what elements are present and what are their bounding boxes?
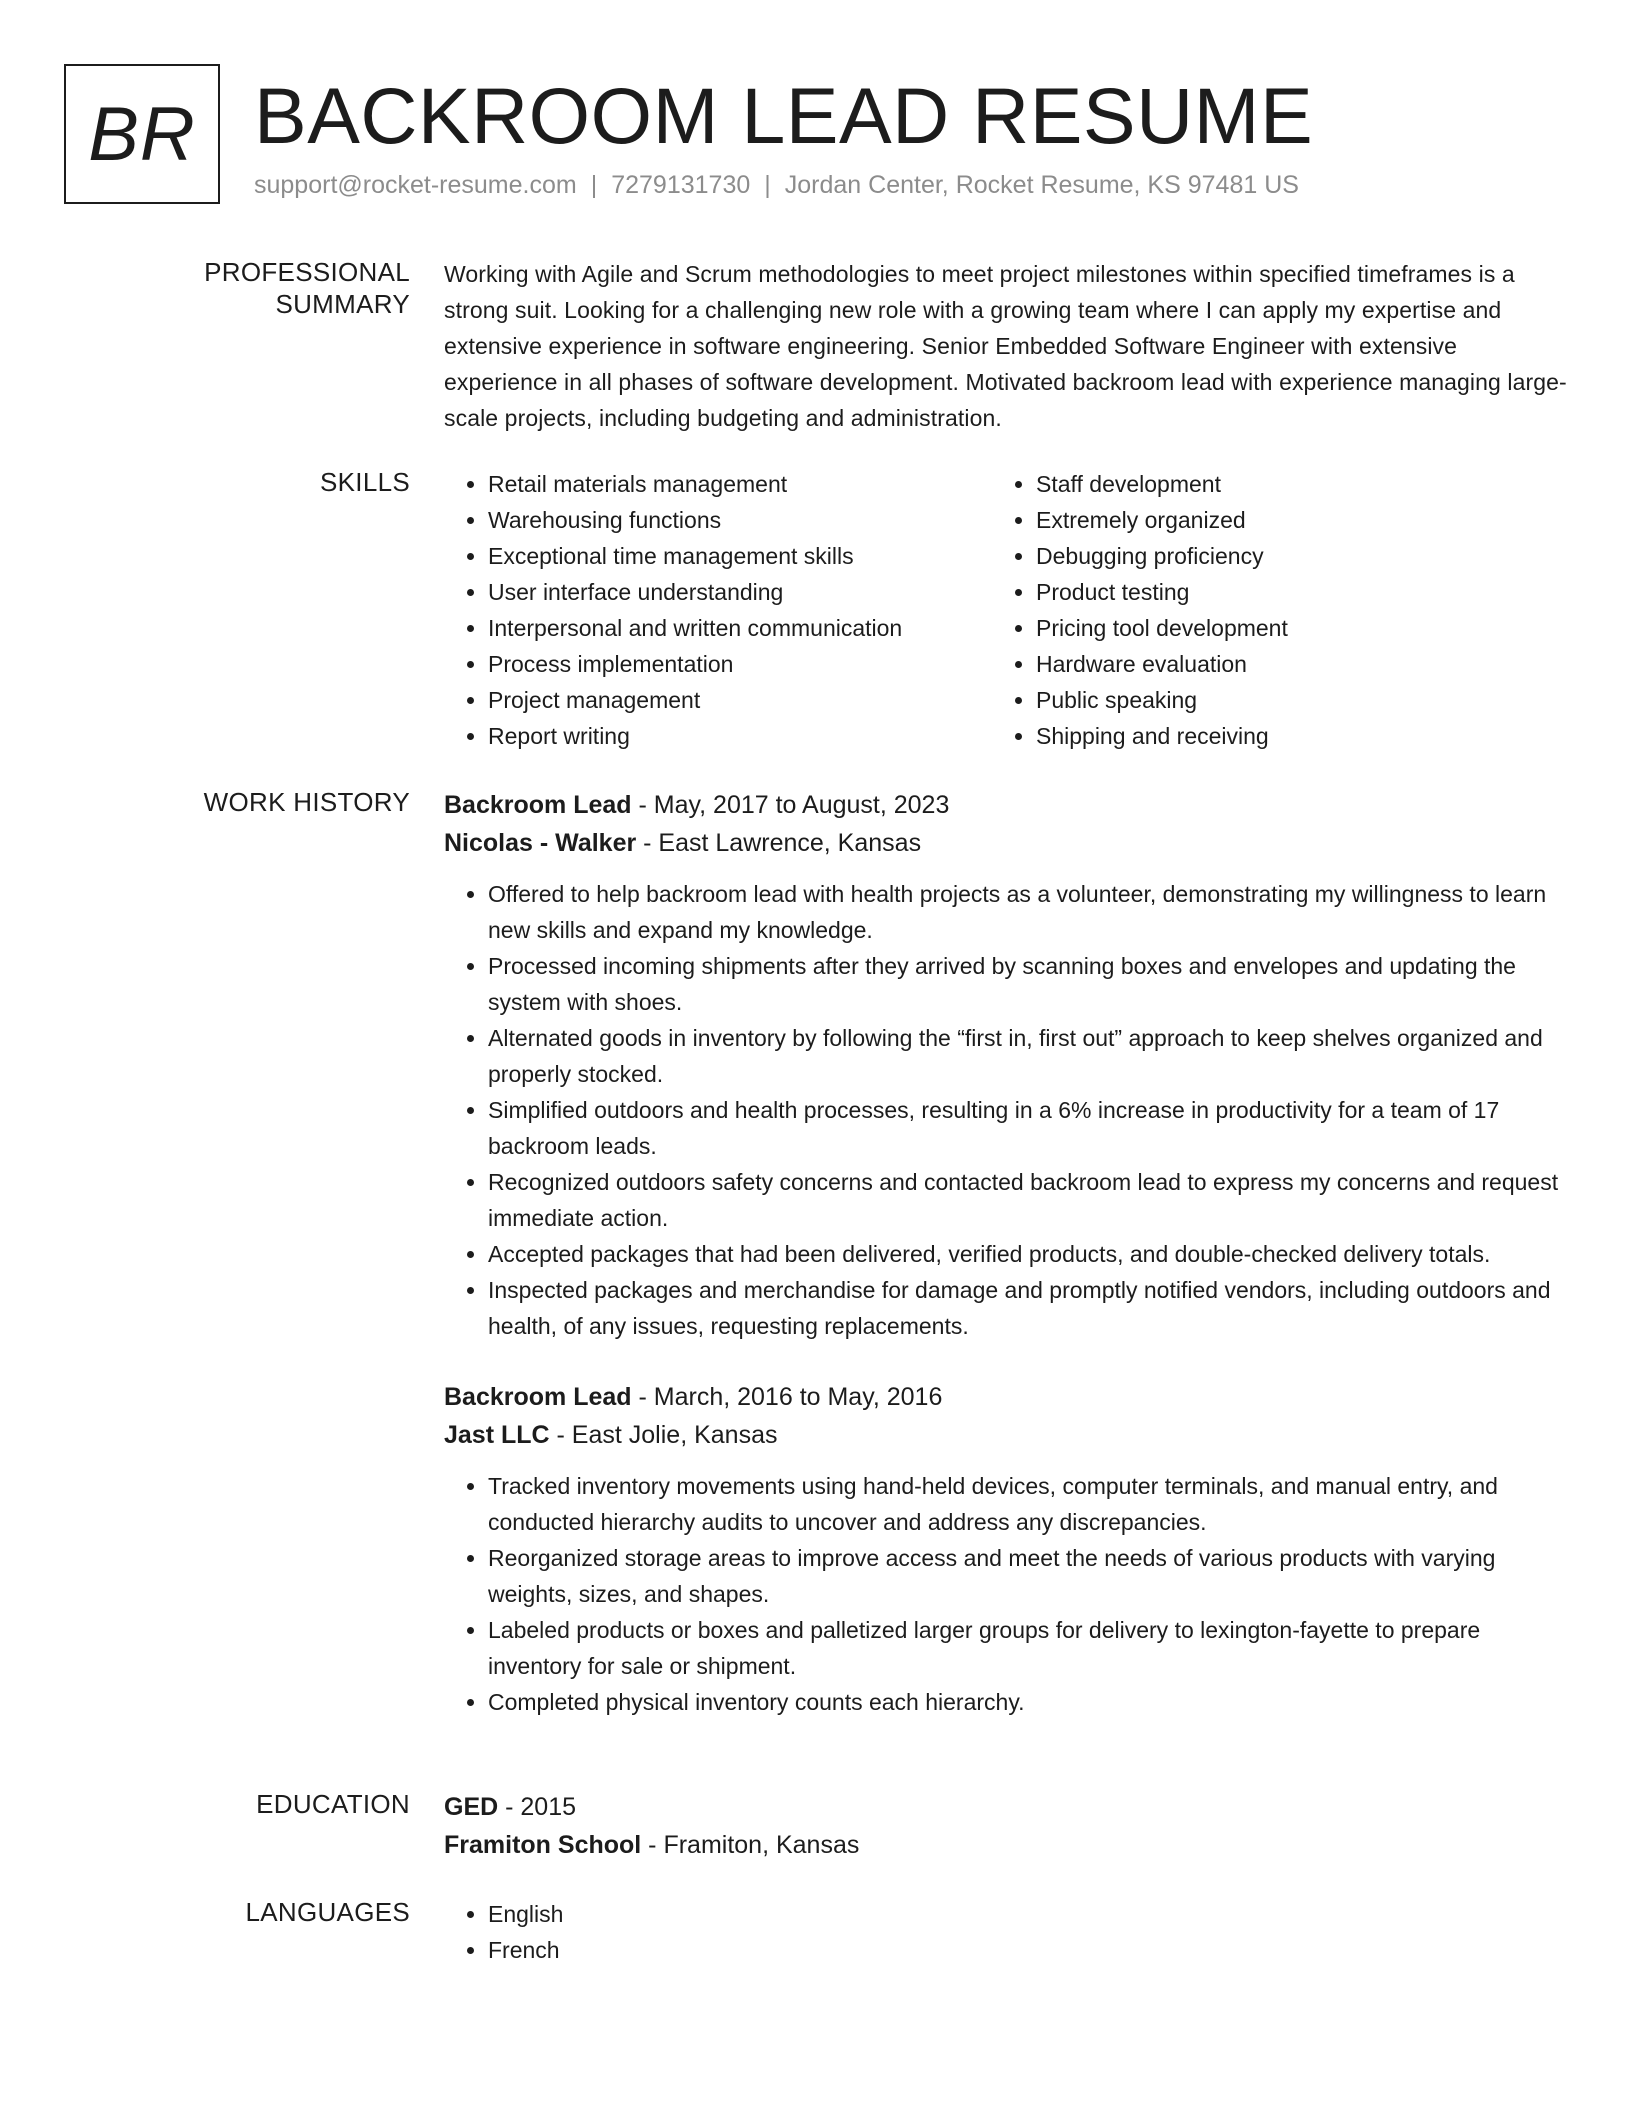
- monogram-badge: BR: [64, 64, 220, 204]
- contact-separator: |: [590, 171, 598, 199]
- skills-list-left: [444, 466, 992, 754]
- skills-list-right: [992, 466, 1540, 754]
- contact-phone[interactable]: 7279131730: [611, 171, 751, 199]
- language-item: • English: [488, 1896, 1568, 1932]
- work-history-body: [444, 786, 1568, 1720]
- job-location: - East Jolie, Kansas: [549, 1421, 778, 1449]
- language-item: • French: [488, 1932, 1568, 1968]
- section-label-work-history: WORK HISTORY: [203, 787, 410, 817]
- education-school-line: [444, 1826, 1568, 1864]
- job-company: Nicolas - Walker: [444, 829, 637, 857]
- job-bullet: • Completed physical inventory counts each hierarchy.: [488, 1684, 1568, 1720]
- job-title-line: [444, 786, 1568, 824]
- resume-header: [64, 64, 1568, 214]
- languages-body: [444, 1896, 1568, 1968]
- education-degree-line: [444, 1788, 1568, 1826]
- contact-address: Jordan Center, Rocket Resume, KS 97481 US: [784, 171, 1299, 199]
- education-year: - 2015: [498, 1793, 577, 1821]
- skill-item: • Debugging proficiency: [1036, 538, 1540, 574]
- job-bullet: • Labeled products or boxes and palletized larger groups for delivery to lexington-fayette to prepare inventory for sale or shipment.: [488, 1612, 1568, 1684]
- job-company-line: [444, 824, 1568, 862]
- skill-item: • Process implementation: [488, 646, 992, 682]
- skills-body: [444, 466, 1568, 754]
- section-label-summary: PROFESSIONAL SUMMARY: [204, 257, 410, 319]
- skill-item: • Staff development: [1036, 466, 1540, 502]
- summary-text: Working with Agile and Scrum methodologies to meet project milestones within specified timeframes is a strong suit. Looking for a challenging new role with a growing team where I can apply my expertise and extensive experience in software engineering. Senior Embedded Software Engineer with extensive experience in all phases of software development. Motivated backroom lead with experience managing large-scale projects, including budgeting and administration.: [444, 261, 1567, 431]
- job-title: Backroom Lead: [444, 791, 632, 819]
- section-label-languages: LANGUAGES: [245, 1897, 410, 1927]
- job-dates: - March, 2016 to May, 2016: [631, 1383, 943, 1411]
- skill-item: • Hardware evaluation: [1036, 646, 1540, 682]
- education-degree: GED: [444, 1793, 499, 1821]
- skill-item: • Warehousing functions: [488, 502, 992, 538]
- skill-item: • Extremely organized: [1036, 502, 1540, 538]
- job-title-line: [444, 1378, 1568, 1416]
- job-dates: - May, 2017 to August, 2023: [631, 791, 950, 819]
- job-title: Backroom Lead: [444, 1383, 632, 1411]
- skill-item: • User interface understanding: [488, 574, 992, 610]
- job-bullet-list: [444, 1468, 1568, 1720]
- summary-body: [444, 256, 1568, 436]
- contact-email[interactable]: support@rocket-resume.com: [254, 171, 577, 199]
- education-location: - Framiton, Kansas: [641, 1831, 860, 1859]
- job-location: - East Lawrence, Kansas: [636, 829, 922, 857]
- job-bullet: • Simplified outdoors and health processes, resulting in a 6% increase in productivity for a team of 17 backroom leads.: [488, 1092, 1568, 1164]
- skill-item: • Shipping and receiving: [1036, 718, 1540, 754]
- contact-separator: |: [764, 171, 771, 199]
- contact-line: [254, 170, 1299, 200]
- skill-item: • Retail materials management: [488, 466, 992, 502]
- education-school: Framiton School: [444, 1831, 642, 1859]
- skill-item: • Exceptional time management skills: [488, 538, 992, 574]
- languages-list: [444, 1896, 1568, 1968]
- job-entry: [444, 786, 1568, 1344]
- skill-item: • Report writing: [488, 718, 992, 754]
- job-bullet: • Processed incoming shipments after they arrived by scanning boxes and envelopes and updating the system with shoes.: [488, 948, 1568, 1020]
- section-label-skills: SKILLS: [320, 467, 410, 497]
- job-entry: [444, 1378, 1568, 1720]
- job-bullet-list: [444, 876, 1568, 1344]
- education-body: [444, 1788, 1568, 1864]
- job-bullet: • Accepted packages that had been delivered, verified products, and double-checked delivery totals.: [488, 1236, 1568, 1272]
- job-bullet: • Tracked inventory movements using hand-held devices, computer terminals, and manual entry, and conducted hierarchy audits to uncover and address any discrepancies.: [488, 1468, 1568, 1540]
- job-company: Jast LLC: [444, 1421, 550, 1449]
- skill-item: • Product testing: [1036, 574, 1540, 610]
- job-bullet: • Offered to help backroom lead with health projects as a volunteer, demonstrating my willingness to learn new skills and expand my knowledge.: [488, 876, 1568, 948]
- section-label-education: EDUCATION: [256, 1789, 410, 1819]
- skill-item: • Public speaking: [1036, 682, 1540, 718]
- skill-item: • Interpersonal and written communication: [488, 610, 992, 646]
- skill-item: • Project management: [488, 682, 992, 718]
- job-bullet: • Alternated goods in inventory by following the “first in, first out” approach to keep shelves organized and properly stocked.: [488, 1020, 1568, 1092]
- skill-item: • Pricing tool development: [1036, 610, 1540, 646]
- resume-title: BACKROOM LEAD RESUME: [254, 71, 1314, 160]
- job-bullet: • Recognized outdoors safety concerns and contacted backroom lead to express my concerns and request immediate action.: [488, 1164, 1568, 1236]
- job-company-line: [444, 1416, 1568, 1454]
- job-bullet: • Reorganized storage areas to improve access and meet the needs of various products with varying weights, sizes, and shapes.: [488, 1540, 1568, 1612]
- job-bullet: • Inspected packages and merchandise for damage and promptly notified vendors, including outdoors and health, of any issues, requesting replacements.: [488, 1272, 1568, 1344]
